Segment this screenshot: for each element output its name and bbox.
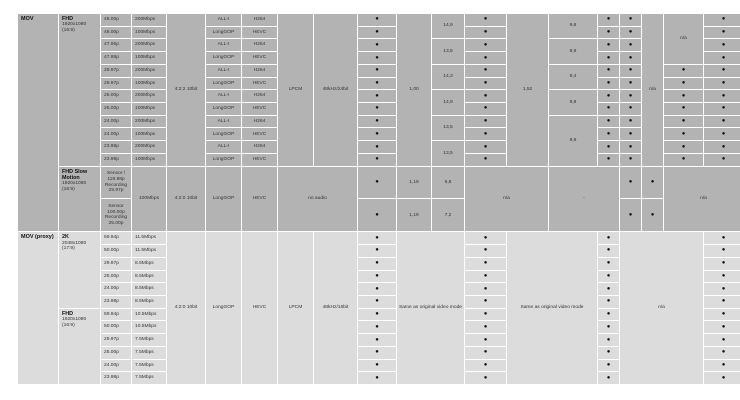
codec: HEVC (242, 232, 278, 385)
compression: LongGOP (206, 166, 242, 232)
dot-mark: ● (465, 359, 507, 372)
dot-mark: ● (664, 90, 704, 103)
bitrate: 100Mbps (132, 166, 167, 232)
frame-rate: 24.00p (101, 359, 132, 372)
dot-mark: ● (620, 26, 642, 39)
bitrate: 10.5Mbps (132, 308, 167, 321)
2k-resolution (59, 232, 101, 308)
table-row (18, 103, 740, 116)
dot-mark: ● (598, 372, 620, 385)
frame-rate: 50.00p (101, 321, 132, 334)
compression: ALL-I (206, 14, 242, 27)
resolution-name: FHD Slow Motion (62, 168, 88, 181)
frame-rate: 59.94p (101, 308, 132, 321)
resolution-name: 2K (62, 234, 69, 241)
dot-mark: ● (358, 372, 397, 385)
dot-mark: ● (465, 90, 507, 103)
dot-mark: ● (465, 103, 507, 116)
dot-mark: ● (704, 372, 740, 385)
compression: LongGOP (206, 26, 242, 39)
value-cell: 13,5 (432, 39, 465, 64)
dot-mark: ● (598, 14, 620, 27)
dot-mark: ● (358, 103, 397, 116)
bitrate: 7.5Mbps (132, 334, 167, 347)
resolution-ratio: (16:9) (62, 322, 75, 328)
compression: ALL-I (206, 39, 242, 52)
dot-mark: ● (358, 128, 397, 141)
dot-mark: ● (620, 64, 642, 77)
value-cell: 1,19 (397, 166, 432, 199)
dot-mark: ● (465, 52, 507, 65)
dot-mark: ● (358, 346, 397, 359)
dot-mark: ● (704, 321, 740, 334)
dot-mark: ● (465, 334, 507, 347)
bitrate: 7.5Mbps (132, 372, 167, 385)
compression: ALL-I (206, 64, 242, 77)
dot-mark: ● (358, 359, 397, 372)
dot-mark: ● (704, 39, 740, 52)
value-cell: 13,5 (432, 115, 465, 140)
dot-mark: ● (358, 321, 397, 334)
dot-mark: ● (620, 90, 642, 103)
dot-mark: ● (598, 346, 620, 359)
bitrate: 8.5Mbps (132, 295, 167, 308)
dot-mark: ● (704, 64, 740, 77)
dot-mark: ● (598, 308, 620, 321)
frame-rate: 59.94p (101, 232, 132, 245)
dot-mark: ● (358, 26, 397, 39)
dot-mark: ● (620, 166, 642, 199)
fhd-slow-motion-resolution (59, 166, 101, 232)
frame-rate: 24.00p (101, 115, 132, 128)
resolution-name: FHD (62, 16, 74, 22)
frame-rate: 23.98p (101, 295, 132, 308)
dot-mark: ● (465, 283, 507, 296)
audio-codec: LPCM (278, 14, 314, 167)
frame-rate: 24.00p (101, 128, 132, 141)
frame-rate: 25.00p (101, 103, 132, 116)
resolution-res: 2048x1080 (62, 240, 87, 246)
table-row (18, 90, 740, 103)
value-cell: 1,52 (507, 14, 549, 167)
bitrate: 7.5Mbps (132, 346, 167, 359)
value-cell: 8,9 (549, 115, 598, 166)
bitrate: 11.5Mbps (132, 245, 167, 258)
bitrate: 10.5Mbps (132, 321, 167, 334)
dot-mark: ● (358, 14, 397, 27)
dot-mark: ● (664, 115, 704, 128)
dot-mark: ● (598, 115, 620, 128)
bitrate: 200Mbps (132, 90, 167, 103)
dot-mark: ● (598, 334, 620, 347)
frame-rate: 24.00p (101, 283, 132, 296)
dot-mark: ● (358, 166, 397, 199)
sensor-frame-rate: Sensor / 119.88p Recording 29.97p (101, 166, 132, 199)
resolution-res: 1920x1080 (62, 22, 87, 28)
table-row (18, 153, 740, 166)
table-row (18, 199, 740, 232)
dot-mark: ● (465, 257, 507, 270)
compression: ALL-I (206, 90, 242, 103)
dot-mark: ● (358, 153, 397, 166)
dot-mark: ● (465, 77, 507, 90)
dot-mark: ● (598, 52, 620, 65)
dot-mark: ● (465, 308, 507, 321)
dot-mark: ● (620, 141, 642, 154)
codec: H264 (242, 141, 278, 154)
audio-rate: 48kHz/16bit (314, 232, 358, 385)
table-row (18, 77, 740, 90)
dot-mark: ● (358, 257, 397, 270)
audio-rate: 48kHz/24bit (314, 14, 358, 167)
value-cell: 6,8 (432, 166, 465, 199)
resolution-ratio: (16:9) (62, 186, 75, 192)
bitrate: 8.5Mbps (132, 283, 167, 296)
value-cell: 7,2 (432, 199, 465, 232)
dot-mark: ● (620, 153, 642, 166)
dot-mark: ● (704, 128, 740, 141)
resolution-res: 1920x1080 (62, 316, 87, 322)
dot-mark: ● (358, 64, 397, 77)
codec: HEVC (242, 153, 278, 166)
audio: no audio (278, 166, 358, 232)
bitrate: 11.5Mbps (132, 232, 167, 245)
table-row (18, 14, 740, 27)
bitrate: 100Mbps (132, 52, 167, 65)
dot-mark: ● (664, 103, 704, 116)
dot-mark: ● (620, 103, 642, 116)
codec: HEVC (242, 128, 278, 141)
compression: LongGOP (206, 103, 242, 116)
dot-mark: ● (704, 245, 740, 258)
codec: HEVC (242, 26, 278, 39)
compression: LongGOP (206, 77, 242, 90)
dot-mark: ● (465, 141, 507, 154)
dot-mark: ● (358, 77, 397, 90)
dot-mark: ● (704, 295, 740, 308)
resolution-ratio: (17:9) (62, 246, 75, 252)
compression: LongGOP (206, 128, 242, 141)
value-cell: 9,4 (549, 64, 598, 89)
frame-rate: 25.00p (101, 90, 132, 103)
resolution-ratio: (16:9) (62, 27, 75, 33)
bitrate: 200Mbps (132, 64, 167, 77)
dot-mark: ● (358, 295, 397, 308)
format-label: MOV (18, 14, 59, 232)
table-row (18, 52, 740, 65)
frame-rate: 29.97p (101, 334, 132, 347)
value-cell: Same as original video mode (507, 232, 598, 385)
dot-mark: ● (465, 372, 507, 385)
codec: H264 (242, 115, 278, 128)
dot-mark: ● (465, 128, 507, 141)
bitrate: 8.5Mbps (132, 257, 167, 270)
dot-mark: ● (704, 232, 740, 245)
dot-mark: ● (465, 295, 507, 308)
table-row (18, 26, 740, 39)
dot-mark: ● (704, 257, 740, 270)
sensor-frame-rate: Sensor 100.00p Recording 25.00p (101, 199, 132, 232)
dot-mark: ● (620, 199, 642, 232)
value-cell: 8,9 (549, 39, 598, 64)
value-cell: n/a (620, 232, 704, 385)
dot-mark: ● (598, 39, 620, 52)
dot-mark: ● (704, 270, 740, 283)
bitrate: 200Mbps (132, 141, 167, 154)
value-cell: n/a (465, 166, 549, 232)
bitrate: 100Mbps (132, 103, 167, 116)
dot-mark: ● (358, 90, 397, 103)
frame-rate: 50.00p (101, 245, 132, 258)
mov-proxy-section (18, 232, 740, 385)
compression: ALL-I (206, 141, 242, 154)
value-cell: - (549, 166, 620, 232)
dot-mark: ● (465, 115, 507, 128)
dot-mark: ● (664, 141, 704, 154)
dot-mark: ● (704, 14, 740, 27)
dot-mark: ● (664, 128, 704, 141)
value-cell: 9,8 (549, 14, 598, 39)
table-row (18, 141, 740, 154)
value-cell: 1,19 (397, 199, 432, 232)
value-cell: 1,00 (397, 14, 432, 167)
frame-rate: 25.00p (101, 270, 132, 283)
dot-mark: ● (704, 103, 740, 116)
dot-mark: ● (598, 245, 620, 258)
dot-mark: ● (704, 77, 740, 90)
value-cell: n/a (664, 14, 704, 65)
dot-mark: ● (704, 90, 740, 103)
dot-mark: ● (620, 115, 642, 128)
resolution-name: FHD (62, 310, 74, 317)
frame-rate: 23.98p (101, 372, 132, 385)
compression: LongGOP (206, 52, 242, 65)
dot-mark: ● (465, 26, 507, 39)
codec: HEVC (242, 103, 278, 116)
bitrate: 100Mbps (132, 153, 167, 166)
dot-mark: ● (465, 321, 507, 334)
codec: HEVC (242, 166, 278, 232)
value-cell: n/a (642, 14, 664, 167)
dot-mark: ● (358, 245, 397, 258)
table-row (18, 232, 740, 245)
bitrate: 200Mbps (132, 39, 167, 52)
table-row (18, 115, 740, 128)
dot-mark: ● (358, 52, 397, 65)
codec: HEVC (242, 77, 278, 90)
dot-mark: ● (358, 39, 397, 52)
sampling: 4:2:2 10bit (167, 14, 206, 167)
resolution-res: 1920x1080 (62, 181, 87, 187)
bitrate: 100Mbps (132, 128, 167, 141)
format-label: MOV (proxy) (18, 232, 59, 385)
bitrate: 7.5Mbps (132, 359, 167, 372)
dot-mark: ● (465, 232, 507, 245)
dot-mark: ● (358, 270, 397, 283)
value-cell: 14,9 (432, 90, 465, 115)
bitrate: 100Mbps (132, 26, 167, 39)
dot-mark: ● (620, 14, 642, 27)
fhd-resolution (59, 308, 101, 384)
codec: H264 (242, 90, 278, 103)
bitrate: 200Mbps (132, 14, 167, 27)
dot-mark: ● (598, 295, 620, 308)
dot-mark: ● (358, 232, 397, 245)
dot-mark: ● (598, 141, 620, 154)
codec: H264 (242, 39, 278, 52)
frame-rate: 29.97p (101, 64, 132, 77)
dot-mark: ● (620, 128, 642, 141)
dot-mark: ● (704, 153, 740, 166)
dot-mark: ● (598, 257, 620, 270)
table-row (18, 128, 740, 141)
dot-mark: ● (465, 64, 507, 77)
sampling: 4:2:0 10bit (167, 232, 206, 385)
recording-formats-table (17, 13, 740, 385)
frame-rate: 29.97p (101, 257, 132, 270)
dot-mark: ● (598, 270, 620, 283)
value-cell: 9,8 (549, 90, 598, 115)
value-cell: 14,9 (432, 14, 465, 39)
dot-mark: ● (704, 52, 740, 65)
compression: LongGOP (206, 232, 242, 385)
dot-mark: ● (358, 115, 397, 128)
dot-mark: ● (598, 153, 620, 166)
value-cell: 13,5 (432, 141, 465, 166)
codec: H264 (242, 64, 278, 77)
compression: ALL-I (206, 115, 242, 128)
value-cell: n/a (664, 166, 740, 232)
table-row (18, 39, 740, 52)
frame-rate: 23.98p (101, 141, 132, 154)
dot-mark: ● (704, 115, 740, 128)
dot-mark: ● (620, 77, 642, 90)
dot-mark: ● (598, 64, 620, 77)
table-row (18, 64, 740, 77)
codec: HEVC (242, 52, 278, 65)
dot-mark: ● (598, 103, 620, 116)
codec: H264 (242, 14, 278, 27)
dot-mark: ● (598, 283, 620, 296)
dot-mark: ● (598, 321, 620, 334)
dot-mark: ● (704, 359, 740, 372)
dot-mark: ● (642, 166, 664, 199)
compression: LongGOP (206, 153, 242, 166)
frame-rate: 48.00p (101, 14, 132, 27)
dot-mark: ● (704, 334, 740, 347)
frame-rate: 29.97p (101, 77, 132, 90)
frame-rate: 25.00p (101, 346, 132, 359)
dot-mark: ● (465, 153, 507, 166)
dot-mark: ● (704, 346, 740, 359)
dot-mark: ● (598, 232, 620, 245)
dot-mark: ● (664, 153, 704, 166)
frame-rate: 23.98p (101, 153, 132, 166)
dot-mark: ● (358, 141, 397, 154)
table-row (18, 166, 740, 199)
value-cell: 14,3 (432, 64, 465, 89)
dot-mark: ● (704, 283, 740, 296)
dot-mark: ● (642, 199, 664, 232)
dot-mark: ● (358, 283, 397, 296)
dot-mark: ● (465, 14, 507, 27)
dot-mark: ● (704, 141, 740, 154)
dot-mark: ● (358, 199, 397, 232)
dot-mark: ● (598, 26, 620, 39)
dot-mark: ● (465, 346, 507, 359)
dot-mark: ● (465, 270, 507, 283)
dot-mark: ● (465, 245, 507, 258)
frame-rate: 48.00p (101, 26, 132, 39)
dot-mark: ● (704, 26, 740, 39)
bitrate: 100Mbps (132, 77, 167, 90)
sampling: 4:2:0 10bit (167, 166, 206, 232)
dot-mark: ● (620, 52, 642, 65)
dot-mark: ● (598, 77, 620, 90)
dot-mark: ● (704, 308, 740, 321)
dot-mark: ● (664, 77, 704, 90)
mov-section (18, 14, 740, 232)
dot-mark: ● (598, 128, 620, 141)
dot-mark: ● (358, 308, 397, 321)
dot-mark: ● (620, 39, 642, 52)
bitrate: 8.5Mbps (132, 270, 167, 283)
dot-mark: ● (358, 334, 397, 347)
fhd-resolution (59, 14, 101, 167)
audio-codec: LPCM (278, 232, 314, 385)
frame-rate: 47.95p (101, 52, 132, 65)
dot-mark: ● (664, 64, 704, 77)
dot-mark: ● (598, 359, 620, 372)
bitrate: 200Mbps (132, 115, 167, 128)
dot-mark: ● (465, 39, 507, 52)
value-cell: Same as original video mode (397, 232, 465, 385)
frame-rate: 47.95p (101, 39, 132, 52)
dot-mark: ● (598, 90, 620, 103)
